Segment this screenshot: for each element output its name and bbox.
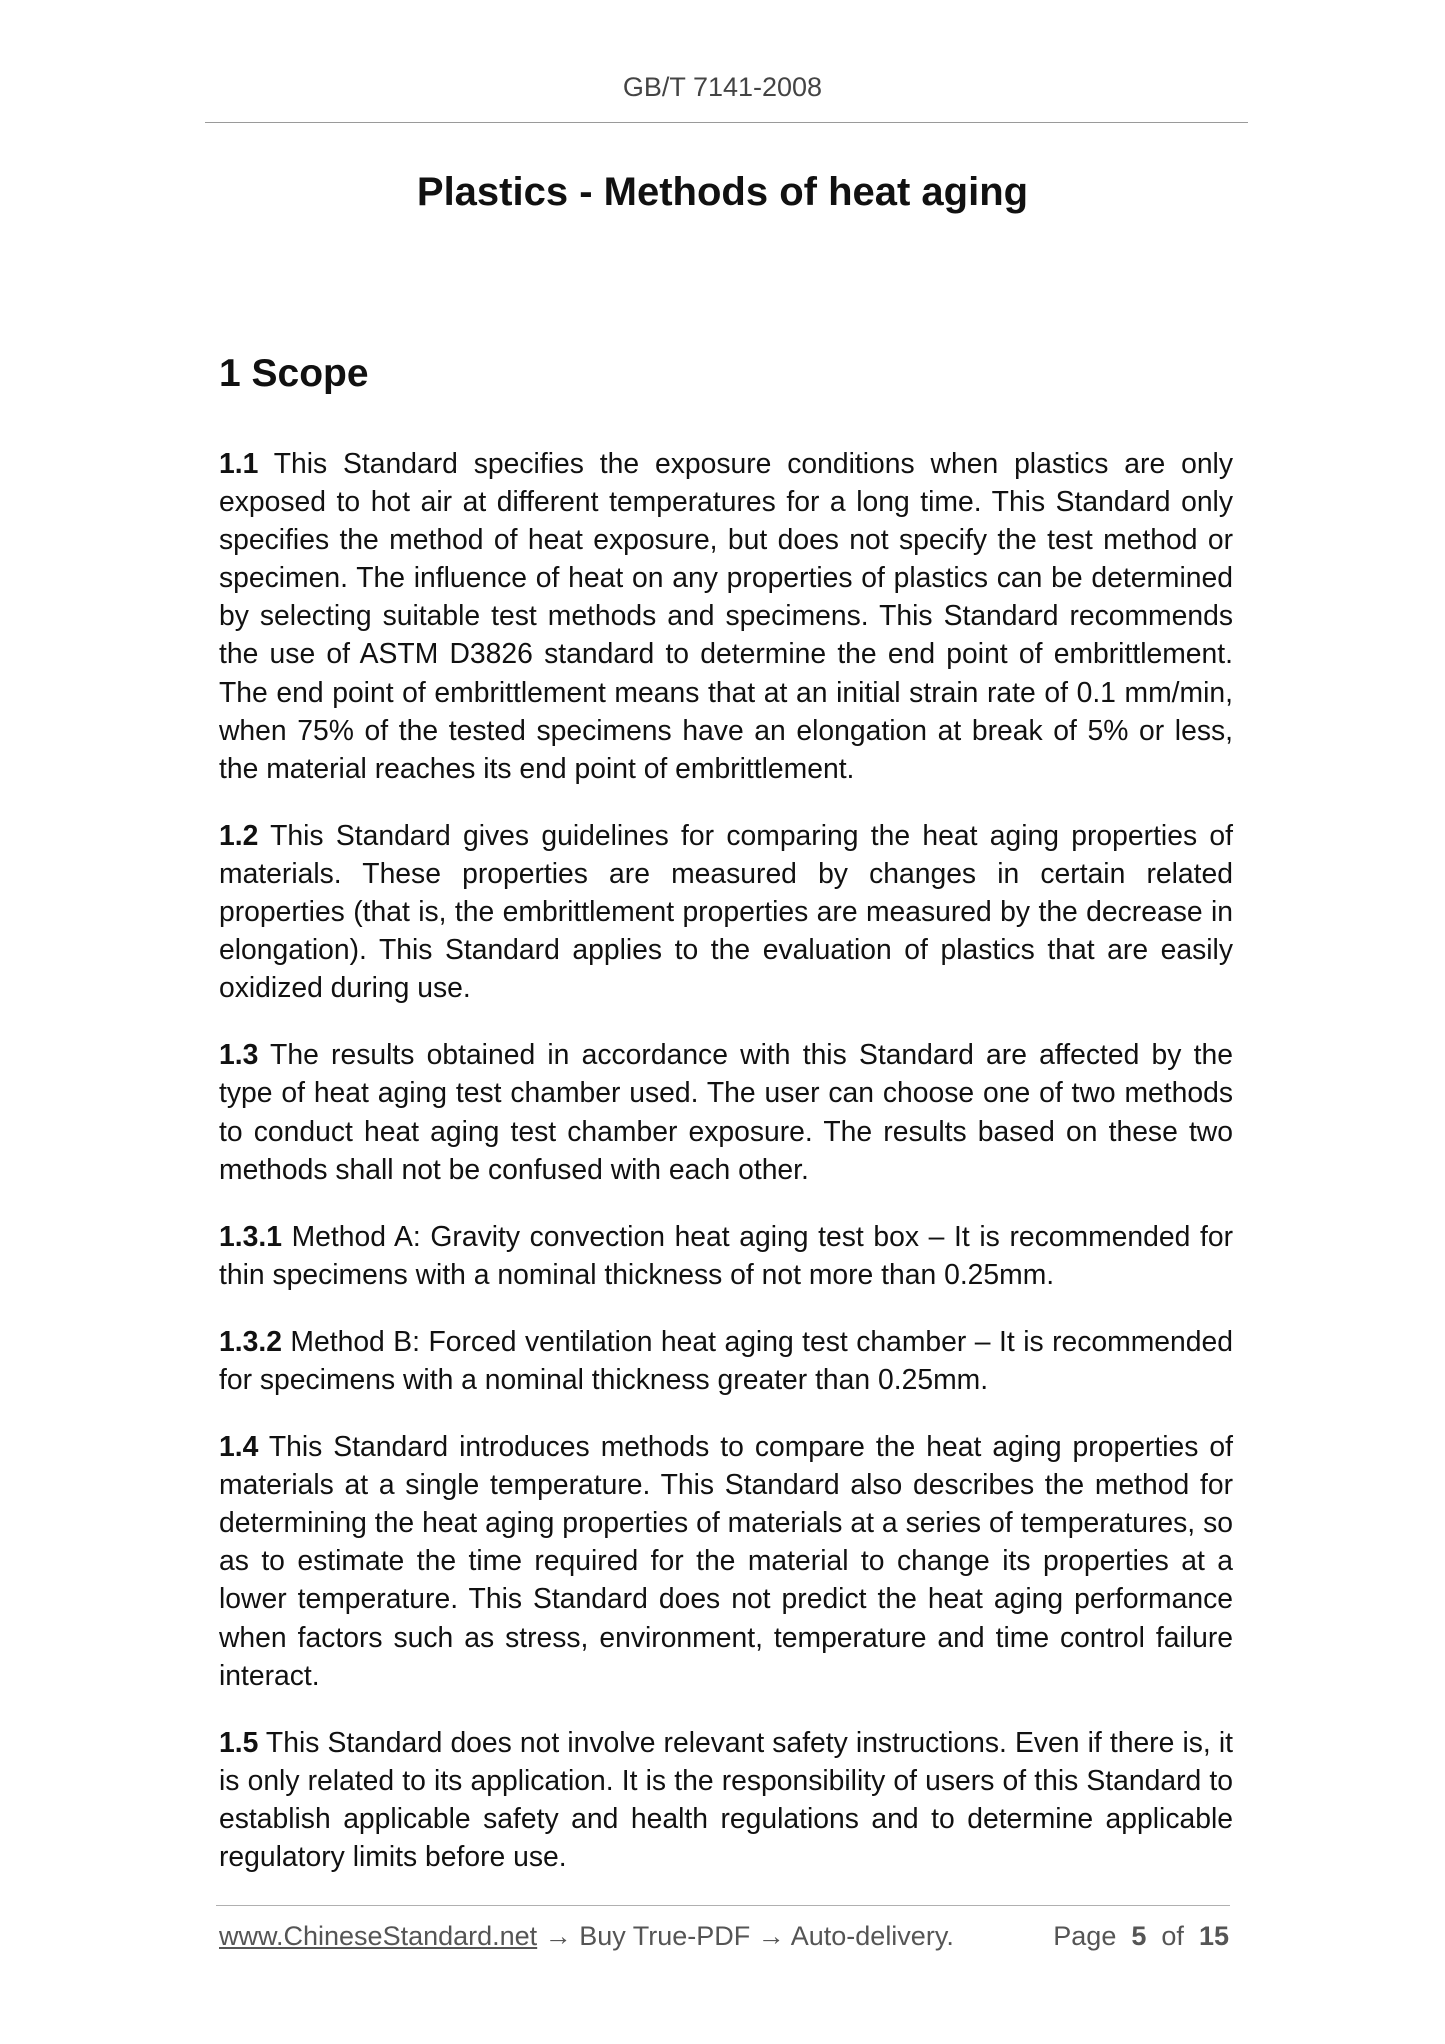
paragraph-1-2 (219, 816, 1233, 1006)
footer-promo (219, 1921, 954, 1952)
section-body (219, 444, 1233, 1904)
paragraph-number: 1.5 (219, 1725, 259, 1758)
paragraph-number: 1.3.2 (219, 1324, 282, 1357)
paragraph-1-1 (219, 444, 1233, 787)
paragraph-text: Method B: Forced ventilation heat aging test chamber – It is recommended for specimens with a nominal thickness greater than 0.25mm. (219, 1324, 1233, 1395)
paragraph-text: This Standard introduces methods to compare the heat aging properties of materials at a single temperature. This Standard also describes the method for determining the heat aging properties of materials at a series of temperatures, so as to estimate the time required for the material to change its properties at a lower temperature. This Standard does not predict the heat aging performance when factors such as stress, environment, temperature and time control failure interact. (219, 1430, 1233, 1691)
paragraph-1-5 (219, 1723, 1233, 1875)
paragraph-text: The results obtained in accordance with this Standard are affected by the type of heat aging test chamber used. The user can choose one of two methods to conduct heat aging test chamber exposure. The results based on these two methods shall not be confused with each other. (219, 1038, 1233, 1185)
page-total: 15 (1198, 1921, 1229, 1951)
paragraph-text: Method A: Gravity convection heat aging test box – It is recommended for thin specimens with a nominal thickness of not more than 0.25mm. (219, 1219, 1233, 1290)
paragraph-text: This Standard specifies the exposure conditions when plastics are only exposed to hot air at different temperatures for a long time. This Standard only specifies the method of heat exposure, but does not specify the test method or specimen. The influence of heat on any properties of plastics can be determined by selecting suitable test methods and specimens. This Standard recommends the use of ASTM D3826 standard to determine the end point of embrittlement. The end point of embrittlement means that at an initial strain rate of 0.1 mm/min, when 75% of the tested specimens have an elongation at break of 5% or less, the material reaches its end point of embrittlement. (219, 447, 1233, 784)
paragraph-1-3-2 (219, 1322, 1233, 1398)
website-link[interactable]: www.ChineseStandard.net (219, 1921, 538, 1951)
page-current: 5 (1131, 1921, 1147, 1951)
paragraph-text: This Standard gives guidelines for comparing the heat aging properties of materials. These properties are measured by changes in certain related properties (that is, the embrittlement properties are measured by the decrease in elongation). This Standard applies to the evaluation of plastics that are easily oxidized during use. (219, 818, 1233, 1004)
paragraph-number: 1.3 (219, 1038, 259, 1071)
footer-tagline: → Buy True-PDF → Auto-delivery. (537, 1921, 954, 1951)
paragraph-number: 1.1 (219, 447, 259, 479)
document-standard-code: GB/T 7141-2008 (622, 72, 823, 102)
paragraph-number: 1.3.1 (219, 1219, 282, 1252)
header-divider (205, 122, 1248, 123)
page-indicator (1053, 1921, 1229, 1952)
document-title: Plastics - Methods of heat aging (416, 170, 1029, 214)
section-heading-scope: 1 Scope (219, 352, 369, 395)
footer-divider (216, 1905, 1230, 1906)
paragraph-1-3 (219, 1035, 1233, 1187)
paragraph-1-4 (219, 1427, 1233, 1694)
page-label: Page (1053, 1921, 1117, 1951)
of-label: of (1161, 1921, 1184, 1951)
paragraph-number: 1.4 (219, 1430, 259, 1463)
paragraph-1-3-1 (219, 1217, 1233, 1293)
paragraph-text: This Standard does not involve relevant safety instructions. Even if there is, it is only related to its application. It is the responsibility of users of this Standard to establish applicable safety and health regulations and to determine applicable regulatory limits before use. (219, 1725, 1233, 1872)
page-footer (219, 1921, 1229, 1952)
paragraph-number: 1.2 (219, 818, 259, 851)
